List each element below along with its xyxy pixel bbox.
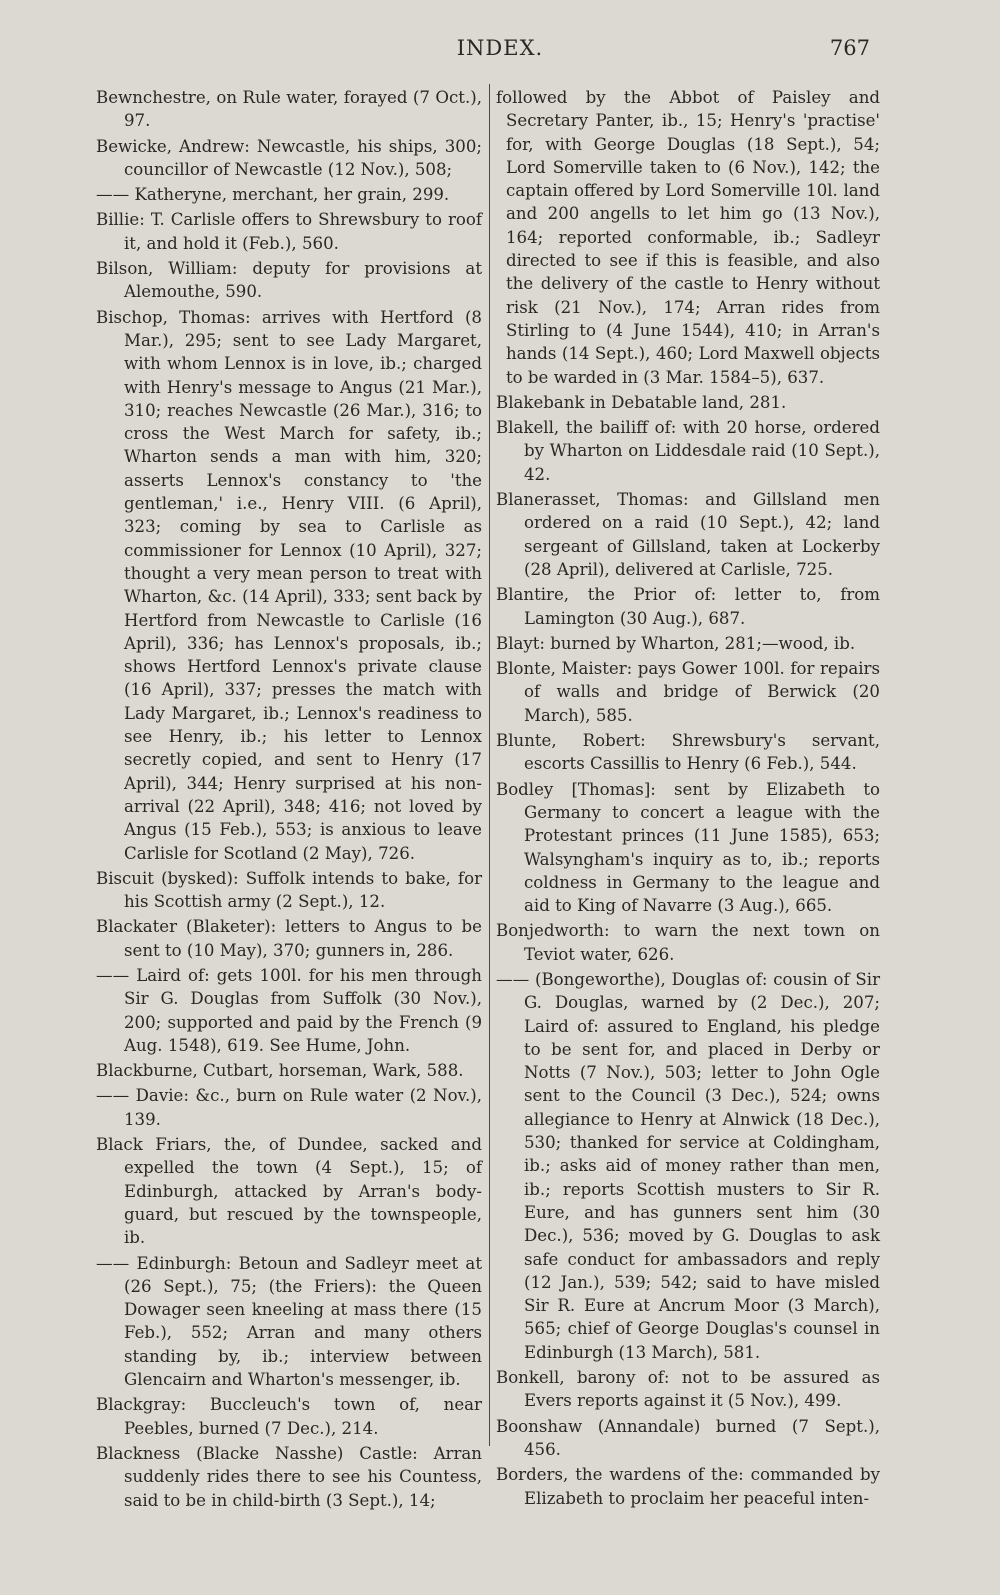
index-entry: Bischop, Thomas: arrives with Hertford (8 Mar.), 295; sent to see Lady Margaret, with whom Lennox is in love, ib.; charged with Henry's message to Angus (21 Mar.), 310; reaches Newcastle (26 Mar.), 316; to cross the West March for safety, ib.; Wharton sends a man with him, 320; asserts Lennox's constancy to 'the gentleman,' i.e., Henry VIII. (6 April), 323; coming by sea to Carlisle as commissioner for Lennox (10 April), 327; thought a very mean person to treat with Wharton, &c. (14 April), 333; sent back by Hertford from Newcastle to Carlisle (16 April), 336; has Lennox's proposals, ib.; shows Hertford Lennox's private clause (16 April), 337; presses the match with Lady Margaret, ib.; Lennox's readiness to see Henry, ib.; his letter to Lennox secretly copied, and sent to Henry (17 April), 344; Henry surprised at his non-arrival (22 April), 348; 416; not loved by Angus (15 Feb.), 553; is anxious to leave Carlisle for Scotland (2 May), 726.	[96, 307, 482, 863]
index-entry: Blakebank in Debatable land, 281.	[496, 392, 787, 412]
index-entry: Blayt: burned by Wharton, 281;—wood, ib.	[496, 633, 856, 653]
index-entry: Blackgray: Buccleuch's town of, near Peebles, burned (7 Dec.), 214.	[96, 1395, 482, 1438]
index-entry: Blakell, the bailiff of: with 20 horse, ordered by Wharton on Liddesdale raid (10 Sept.), 42.	[496, 418, 880, 484]
index-entry: —— Katheryne, merchant, her grain, 299.	[96, 185, 450, 205]
index-entry: Bodley [Thomas]: sent by Elizabeth to Germany to concert a league with the Protestant princes (11 June 1585), 653; Walsyngham's inquiry as to, ib.; reports coldness in Germany to the league and aid to King of Navarre (3 Aug.), 665.	[496, 779, 880, 916]
index-entry: Blanerasset, Thomas: and Gillsland men ordered on a raid (10 Sept.), 42; land sergeant of Gillsland, taken at Lockerby (28 April), delivered at Carlisle, 725.	[496, 490, 880, 579]
index-entry: Blantire, the Prior of: letter to, from Lamington (30 Aug.), 687.	[496, 585, 880, 628]
index-entry: Blackburne, Cutbart, horseman, Wark, 588.	[96, 1061, 464, 1081]
page-title: INDEX.	[456, 36, 544, 60]
index-entry: Billie: T. Carlisle offers to Shrewsbury to roof it, and hold it (Feb.), 560.	[96, 210, 482, 253]
index-entry: Biscuit (bysked): Suffolk intends to bake, for his Scottish army (2 Sept.), 12.	[96, 868, 482, 912]
index-entry: Bewicke, Andrew: Newcastle, his ships, 300; councillor of Newcastle (12 Nov.), 508;	[96, 136, 482, 179]
running-head	[0, 36, 1000, 66]
right-column	[496, 86, 880, 1512]
index-entry: —— Laird of: gets 100l. for his men through Sir G. Douglas from Suffolk (30 Nov.), 200; supported and paid by the French (9 Aug. 1548), 619. See Hume, John.	[96, 965, 482, 1055]
column-divider	[489, 84, 490, 1446]
index-entry: —— Edinburgh: Betoun and Sadleyr meet at (26 Sept.), 75; (the Friers): the Queen Dowager seen kneeling at mass there (15 Feb.), 552; Arran and many others standing by, ib.; interview between Glencairn and Wharton's messenger, ib.	[96, 1253, 482, 1390]
page-number: 767	[829, 36, 870, 60]
left-column	[96, 86, 482, 1514]
index-entry: Black Friars, the, of Dundee, sacked and expelled the town (4 Sept.), 15; of Edinburgh, attacked by Arran's body-guard, but rescued by the townspeople, ib.	[96, 1135, 482, 1248]
index-entry: Blunte, Robert: Shrewsbury's servant, escorts Cassillis to Henry (6 Feb.), 544.	[496, 731, 880, 774]
index-entry: Borders, the wardens of the: commanded by Elizabeth to proclaim her peaceful inten-	[496, 1465, 880, 1508]
index-entry: Boonshaw (Annandale) burned (7 Sept.), 456.	[496, 1416, 880, 1459]
index-entry: Bonkell, barony of: not to be assured as Evers reports against it (5 Nov.), 499.	[496, 1368, 880, 1411]
index-entry: Blackness (Blacke Nasshe) Castle: Arran suddenly rides there to see his Countess, said to be in child-birth (3 Sept.), 14;	[96, 1443, 482, 1510]
index-entry-continued: followed by the Abbot of Paisley and Secretary Panter, ib., 15; Henry's 'practise' for, with George Douglas (18 Sept.), 54; Lord Somerville taken to (6 Nov.), 142; the captain offered by Lord Somerville 10l. land and 200 angells to let him go (13 Nov.), 164; reported conformable, ib.; Sadleyr directed to see if this is feasible, and also the delivery of the castle to Henry without risk (21 Nov.), 174; Arran rides from Stirling to (4 June 1544), 410; in Arran's hands (14 Sept.), 460; Lord Maxwell objects to be warded in (3 Mar. 1584–5), 637.	[496, 88, 880, 387]
index-entry: Bilson, William: deputy for provisions at Alemouthe, 590.	[96, 259, 482, 302]
index-entry: —— Davie: &c., burn on Rule water (2 Nov.), 139.	[96, 1086, 482, 1129]
index-entry: Bewnchestre, on Rule water, forayed (7 Oct.), 97.	[96, 88, 482, 131]
index-entry: —— (Bongeworthe), Douglas of: cousin of Sir G. Douglas, warned by (2 Dec.), 207; Laird of: assured to England, his pledge to be sent for, and placed in Derby or Notts (7 Nov.), 503; letter to John Ogle sent to the Council (3 Dec.), 524; owns allegiance to Henry at Alnwick (18 Dec.), 530; thanked for service at Coldingham, ib.; asks aid of money rather than men, ib.; reports Scottish musters to Sir R. Eure, and has gunners sent him (30 Dec.), 536; moved by G. Douglas to ask safe conduct for ambassadors and reply (12 Jan.), 539; 542; said to have misled Sir R. Eure at Ancrum Moor (3 March), 565; chief of George Douglas's counsel in Edinburgh (13 March), 581.	[496, 969, 880, 1362]
index-entry: Bonjedworth: to warn the next town on Teviot water, 626.	[496, 921, 880, 964]
index-entry: Blackater (Blaketer): letters to Angus to be sent to (10 May), 370; gunners in, 286.	[96, 917, 482, 960]
index-entry: Blonte, Maister: pays Gower 100l. for repairs of walls and bridge of Berwick (20 March), 585.	[496, 659, 880, 725]
